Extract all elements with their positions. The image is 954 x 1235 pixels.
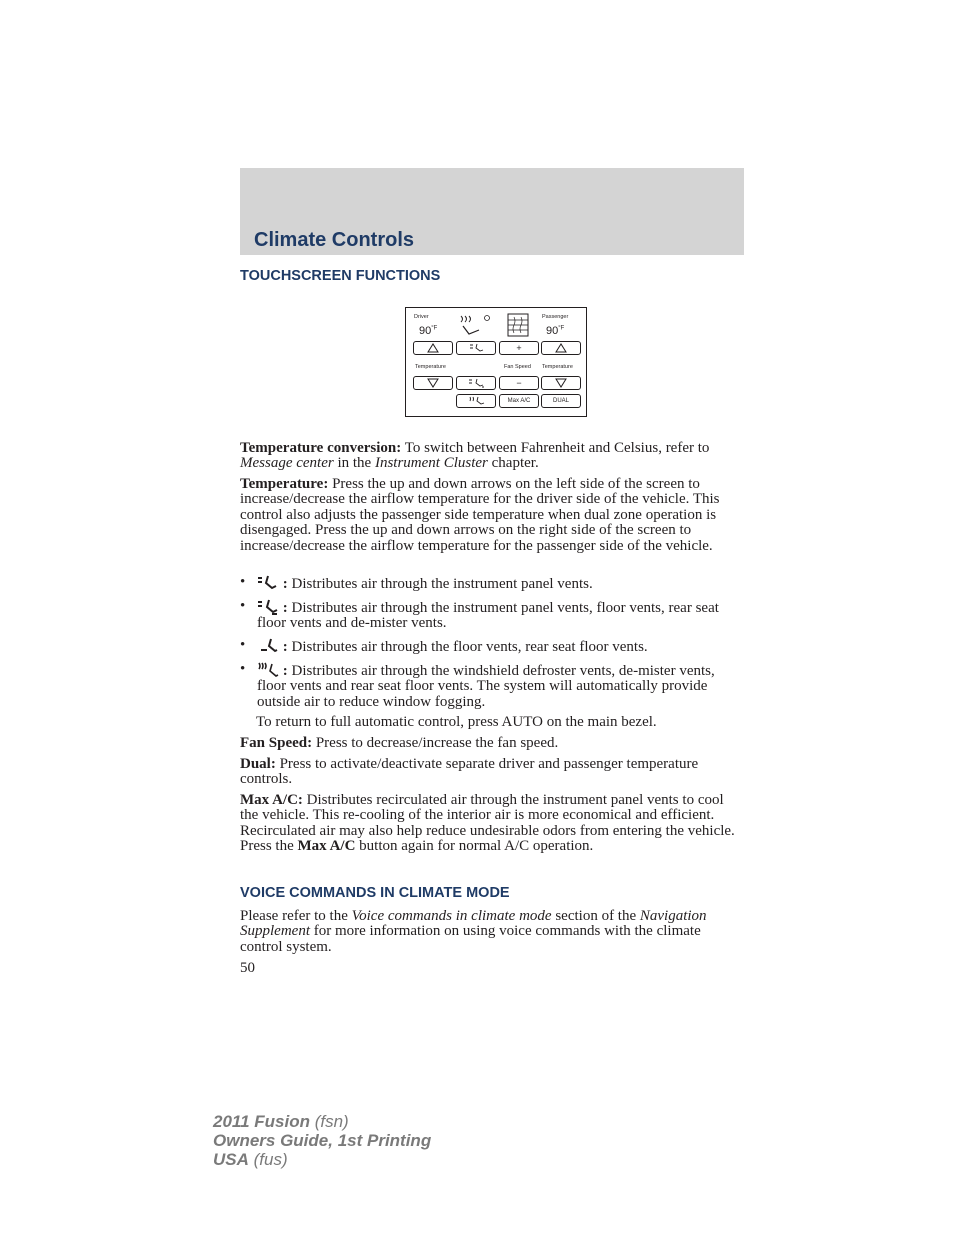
floor-vent-icon xyxy=(257,638,279,654)
dual-paragraph: Dual: Press to activate/deactivate separate driver and passenger temperature controls. xyxy=(240,756,699,788)
touchscreen-diagram xyxy=(405,307,587,417)
voice-commands-paragraph: Please refer to the Voice commands in climate mode section of the Navigation Supplement for more information on using voice commands with the climate control system. xyxy=(240,908,707,955)
document-footer xyxy=(213,1112,431,1169)
temp-conversion-paragraph: Temperature conversion: To switch between Fahrenheit and Celsius, refer to Message center in the Instrument Cluster chapter. xyxy=(240,440,710,472)
max-ac-paragraph: Max A/C: Distributes recirculated air through the instrument panel vents to cool the vehicle. This re-cooling of the interior air is more economical and efficient. Recirculated air may also help reduce undesirable odors from entering the vehicle. Press the Max A/C button again for normal A/C operation. xyxy=(240,792,735,855)
chapter-header xyxy=(240,168,744,255)
fan-speed-paragraph: Fan Speed: Press to decrease/increase the fan speed. xyxy=(240,735,559,751)
panel-vent-mode-button[interactable] xyxy=(456,341,496,355)
footer-line-market: USA (fus) xyxy=(213,1150,288,1169)
panel-vent-icon xyxy=(257,575,279,591)
dual-button[interactable] xyxy=(541,394,581,408)
driver-temp-up-button[interactable] xyxy=(413,341,453,355)
driver-temperature-label: Temperature xyxy=(415,364,446,370)
max-ac-button[interactable] xyxy=(499,394,539,408)
defrost-floor-vent-icon xyxy=(257,662,279,678)
fan-speed-label: Fan Speed xyxy=(504,364,531,370)
temperature-paragraph: Temperature: Press the up and down arrows on the left side of the screen to increase/decrease the airflow temperature for the driver side of the vehicle. This control also adjusts the passenger side temperature when dual zone operation is disengaged. Press the up and down arrows on the right side of the screen to increase/decrease the airflow temperature for the passenger side of the vehicle. xyxy=(240,476,720,554)
panel-floor-vent-icon xyxy=(257,599,279,615)
rear-defrost-icon xyxy=(507,313,529,337)
fan-speed-down-button[interactable]: − xyxy=(499,376,539,390)
section-heading-voice: VOICE COMMANDS IN CLIMATE MODE xyxy=(240,885,510,901)
defrost-floor-mode-button[interactable] xyxy=(456,394,496,408)
footer-line-model: 2011 Fusion (fsn) xyxy=(213,1112,349,1131)
page-number: 50 xyxy=(240,960,255,976)
dual-label: DUAL xyxy=(552,398,569,404)
passenger-label: Passenger xyxy=(542,314,569,320)
passenger-temp-down-button[interactable] xyxy=(541,376,581,390)
footer-line-guide: Owners Guide, 1st Printing xyxy=(213,1131,432,1150)
passenger-temperature-label: Temperature xyxy=(542,364,573,370)
chapter-title: Climate Controls xyxy=(254,229,415,251)
driver-label: Driver xyxy=(414,314,429,320)
passenger-temp-readout: $90^{^\circ F}$ xyxy=(546,325,565,337)
return-auto-paragraph: To return to full automatic control, press AUTO on the main bezel. xyxy=(256,714,657,730)
panel-floor-vent-mode-button[interactable] xyxy=(456,376,496,390)
driver-temp-readout: $90^{^\circ F}$ xyxy=(419,325,438,337)
driver-temp-down-button[interactable] xyxy=(413,376,453,390)
passenger-temp-up-button[interactable] xyxy=(541,341,581,355)
fan-speed-up-button[interactable]: + xyxy=(499,341,539,355)
section-heading-touchscreen: TOUCHSCREEN FUNCTIONS xyxy=(240,268,441,284)
defrost-mode-icon xyxy=(457,312,491,338)
max-ac-label: Max A/C xyxy=(507,398,531,404)
